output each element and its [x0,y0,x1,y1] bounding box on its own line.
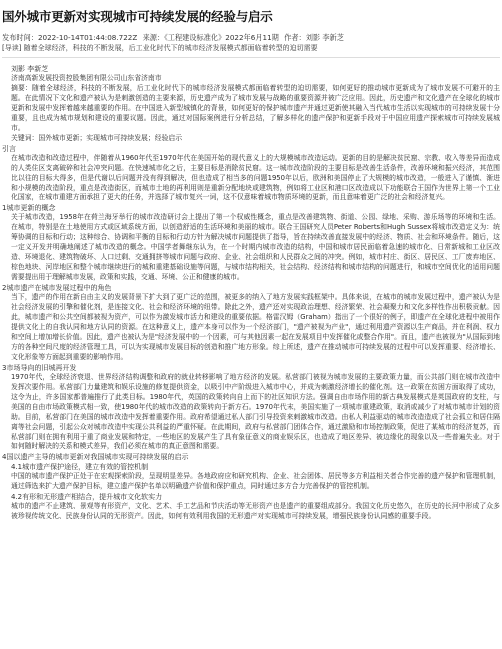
affiliation: 济南高新发展投资控股集团有限公司山东省济南市 [11,74,162,82]
abstract: 摘要：随着全球经济，科技的不断发展，后工业化时代下的城市经济发展模式都面临着转型的迫切需要，如何更好的推动城市更新成为了城市发展不可避开的主题。在此情况下文化和遗产被认为是刺激创造的主要来源，历史遗产成为了城市发展与战略的重要资源并被广泛应用。因此，历史遗产和文化遗产在全球化的城市更新和发展中发挥着越来越重要的作用。在中国进入新型城镇化的背景，如何更好的保护城市遗产并通过更新使其融入当代城市生活以实现城市的可持续发展十分重要，且也成为城市规划和建设的重要议题。因此，通过对国际案例进行分析总结，了解多样化的遗产保护和更新手段对于中国应用遗产探索城市可持续发展城市。 [11,83,500,132]
intro-heading: 引言 [2,144,16,153]
section-3-heading: 3市场导向的旧城再开发 [2,363,77,372]
section-4-2-body: 城市的遗产不止建筑、景观等有形资产，文化、艺术、手工艺品和节庆活动等无形资产也是遗产的重要组成部分。我国文化历史悠久，在历史的长河中形成了众多被珍视传统文化、民族身份认同的无形资产。因此，如何有效利用我国的无形遗产对实现城市可持续发展，增强民族身份认同感的重要手段。 [11,502,500,521]
article-title: 国外城市更新对实现城市可持续发展的经验与启示 [2,9,273,24]
section-4-1-body: 中国的城市遗产保护正处于在宏观探索阶段，呈现明显差异。各地政府应和研究机构、企业、社会团体、居民等多方利益相关者合作完善的遗产保护和管理机制，通过筛选来扩大遗产保护目标，建立遗产保护名单以明确遗产价值和保护重点，同时通过多方合力完善保护的管控机制。 [11,472,500,491]
lead-summary: [导读] 随着全球经济，科技的不断发展，后工业化时代下的城市经济发展模式都面临着转型的迫切需要 [2,43,500,58]
source: 来源：《工程建设标准化》2022年6月11期 [142,33,279,42]
section-4-2-heading: 4.2有形和无形遗产相结合，提升城市文化软实力 [11,493,163,502]
section-1-heading: 1城市更新的概念 [2,204,56,213]
section-2-heading: 2城市遗产在城市发展过程中的角色 [2,284,112,293]
section-4-heading: 4国以遗产主导的城市更新对我国城市实现可持续发展的启示 [2,453,189,462]
publish-time: 发布时间：2022-10-14T01:44:08.722Z [2,33,138,42]
section-1-body: 关于城市改造，1958年在荷兰海牙举行的城市改造研讨会上提出了第一个权威性概念，重点是改善建筑物、街道、公园、绿地、采购、游乐场等的环境和生活。在城市，特别是在土地使用方式或区域系统方面，以创造舒适的生活环境和美丽的城市。联合王国研究人员Peter Roberts和Hugh Sussex将城市改造定义为：统筹协调的目标和行动；这种综合、协调和平衡的目标和行动方针为解决城市问题提供了指导，旨在持续改善直接发展中的经济、物质、社会和环境条件。随后，这一定义开发并明确地阐述了城市改造的概念。中国学者舞继东认为，在一个时期内城市改造的结构，中国和城市居民面临着急速的城市化、日常新城和工业区改造、环境退化、建筑物破坏、人口过剩、交通拥挤等城市问题与政府、企业、社会组织和人民群众之间的冲突。例如，城市村庄、街区、居民区、工厂废弃地区、棕色地块、河岸地区和整个城市继续进行的城和重建基础设施等问题，与城市结构相关，社会结构、经济结构和城市结构的问题进行，和城市空间优化的适用问题需要提出用于理解城市发展，政策和实践，交通、环境、公正和健康的城市。 [11,213,500,282]
article-meta [2,33,500,43]
section-2-body: 当下，遗产的作用在新自由主义的发展背景下扩大到了更广泛的范围，被更多的纳入了地方发展实践框架中。具体来说，在城市的城市发展过程中，遗产被认为是社会经济发展的引擎和催化剂，是连接文化、社会和经济环境的纽带。除此之外，遗产还对实现政治理想、经济繁荣、社会凝聚力和文化多样性作出积极贡献。因此，城市遗产和公共空间都被视为资产，可以作为激发城市活力和建设的重要依据。格雷汉姆（Graham）指出了一个很好的例子，即遗产在全球化进程中被用作提供文化上的自我认同和地方认同的资源。在这种意义上，遗产本身可以作为一个经济部门，"遗产被视为产业"，通过利用遗产资源以生产商品，并在利润、权力和空间上增加增长价值。因此，遗产也被认为是"经济发展中的一个因素，可与其他因素一起在发展项目中发挥催化或整合作用"。而且，遗产也被视为"从国际到地方的各种空间尺度的经济管理工具，可以为实现城市发展目标的创造和推广地方形象。综上所述，遗产在推动城市可持续发展的过程中可以发挥重要、经济增长、文化形象等方面起到重要的影响作用。 [11,293,500,361]
section-4-1-heading: 4.1城市遗产保护途径，建立有效的管控机制 [11,463,149,472]
intro-body: 在城市改造和改造过程中，伴随着从1960年代至1970年代在美国开始的现代意义上的大规模城市改造运动。更新的目的是解决贫民窟、宗教、收入等差异而造成的人类住区支离破碎和社会冲突问题。在快速城市化之后，主要目标是消除贫民窟。这一城市改造阶段的主要目标是改善生活条件，改善环境和振兴经济，其范围比以往的目标大得多，但是代谢以后问题并没有得到解决，但也造成了相当多的问题1950年以后，欧洲和美国停止了大规模的城市改造，一般进入了谨慎、渐进和小规模的改造阶段，重点是改造街区，而城市土地的再利用则是重新分配地块或建筑物，例如将工业区和港口区改造成以下功能联合王国作为世界上第一个工业化国家，在城市重建方面承担了更大的任务，并选择了城市复兴一词，这不仅意味着城市物质环境的更新，而且意味着更广泛的社会和经济复兴。 [11,153,500,202]
author-byline: 刘影 李新芝 [11,65,49,73]
authors: 作者：刘影 李新芝 [284,33,344,42]
keywords: 关键词：国外城市更新；实现城市可持续发展；经验启示 [11,133,183,142]
section-3-body: 1970年代，全球经济衰退、世界经济结构调整和政府的就业转移影响了地方经济的发展。私营部门被视为城市发展的主要政策力量，而公共部门则在城市改造中发挥次要作用。私营部门力量建筑和娱乐设施的修复提供资金，以吸引中产阶级进入城市中心，并成为刺激经济增长的催化剂。这一政策在贫困方面取得了成功，这令为止，许多国家都普遍推行了此类目标。1980年代，英国的政策转向自上而下的社区知识方法。强调自由市场作用的新古典发展模式是英国政府的支柱，与美国的自由市场政策模式相一致，使1980年代的城市改造的政策转向于新方石。1970年代末，美国实施了一项城市重建政策，取消或减少了对城市城市计划的资助。目前，私营部门在美国的城市改造中发挥着重要作用。政府希望通过私人部门引导投资来刺激城市改造。由私人利益驱动的城市改造造成了社会孤立和居住隔离等社会问题，引起公众对城市改造中实现公共利益的严重怀疑。在此期间，政府与私营部门团体合作，通过激励和市场控制政策，促进了某城市的经济复苏，而私营部门则在拥有利用于重了商业发展和特定，一些地区的发展产生了具有象征意义的商业娱乐区，也造成了地区差异、被边缘化的现象以及一些普遍失业。对于如何随时解决的关系和模式差异，我们必须在城市的真正意图和需要。 [11,372,500,451]
